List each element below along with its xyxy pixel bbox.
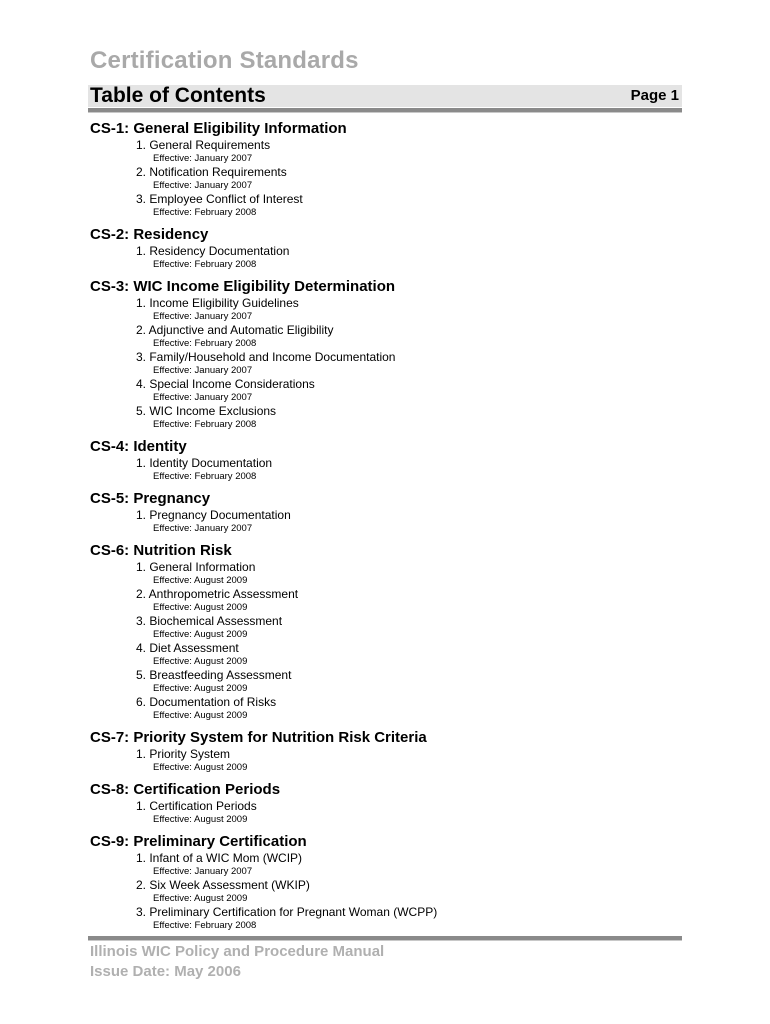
effective-date: Effective: August 2009 (153, 656, 248, 667)
section-title: CS-8: Certification Periods (90, 781, 281, 798)
toc-section (90, 542, 680, 722)
toc-entry: 1. Income Eligibility Guidelines (136, 296, 299, 310)
effective-date: Effective: August 2009 (153, 629, 248, 640)
effective-date: Effective: January 2007 (153, 523, 253, 534)
toc-entry: 1. General Requirements (136, 138, 271, 152)
toc-section (90, 729, 680, 774)
toc-entry: 3. Preliminary Certification for Pregnant Woman (WCPP) (136, 905, 438, 919)
toc-entry: 2. Adjunctive and Automatic Eligibility (136, 323, 334, 337)
toc-entry: 1. Pregnancy Documentation (136, 508, 291, 522)
toc-title: Table of Contents (90, 84, 266, 107)
effective-date: Effective: January 2007 (153, 392, 253, 403)
toc-entry: 1. Priority System (136, 747, 231, 761)
document-title: Certification Standards (90, 47, 359, 74)
effective-date: Effective: January 2007 (153, 153, 253, 164)
effective-date: Effective: January 2007 (153, 365, 253, 376)
effective-date: Effective: August 2009 (153, 602, 248, 613)
effective-date: Effective: February 2008 (153, 259, 257, 270)
toc-entry: 6. Documentation of Risks (136, 695, 277, 709)
effective-date: Effective: February 2008 (153, 419, 257, 430)
effective-date: Effective: August 2009 (153, 893, 248, 904)
section-title: CS-3: WIC Income Eligibility Determination (90, 278, 396, 295)
toc-entry: 3. Family/Household and Income Documentation (136, 350, 396, 364)
toc-entry: 1. General Information (136, 560, 256, 574)
toc-section (90, 226, 680, 271)
toc-section (90, 438, 680, 483)
effective-date: Effective: January 2007 (153, 180, 253, 191)
effective-date: Effective: August 2009 (153, 683, 248, 694)
toc-entry: 1. Identity Documentation (136, 456, 273, 470)
toc-entry: 3. Biochemical Assessment (136, 614, 283, 628)
toc-section (90, 120, 680, 219)
effective-date: Effective: August 2009 (153, 762, 248, 773)
page-number: Page 1 (630, 87, 679, 104)
toc-entry: 1. Residency Documentation (136, 244, 290, 258)
footer-issue-date: Issue Date: May 2006 (90, 963, 241, 980)
toc-entry: 1. Certification Periods (136, 799, 257, 813)
toc-entry: 3. Employee Conflict of Interest (136, 192, 303, 206)
toc-section (90, 833, 680, 932)
toc-entry: 4. Diet Assessment (136, 641, 239, 655)
toc-entry: 4. Special Income Considerations (136, 377, 315, 391)
section-title: CS-7: Priority System for Nutrition Risk Criteria (90, 729, 427, 746)
toc-entry: 2. Six Week Assessment (WKIP) (136, 878, 310, 892)
footer-divider (88, 936, 682, 941)
section-title: CS-4: Identity (90, 438, 187, 455)
section-title: CS-1: General Eligibility Information (90, 120, 347, 137)
effective-date: Effective: February 2008 (153, 338, 257, 349)
effective-date: Effective: August 2009 (153, 710, 248, 721)
effective-date: Effective: February 2008 (153, 471, 257, 482)
toc-entry: 1. Infant of a WIC Mom (WCIP) (136, 851, 303, 865)
footer (90, 942, 384, 982)
toc-entry: 2. Notification Requirements (136, 165, 287, 179)
toc-entry: 2. Anthropometric Assessment (136, 587, 299, 601)
header-divider (88, 108, 682, 113)
effective-date: Effective: February 2008 (153, 207, 257, 218)
effective-date: Effective: August 2009 (153, 814, 248, 825)
toc-section (90, 490, 680, 535)
effective-date: Effective: August 2009 (153, 575, 248, 586)
section-title: CS-5: Pregnancy (90, 490, 211, 507)
toc-section (90, 278, 680, 431)
toc-entry: 5. Breastfeeding Assessment (136, 668, 292, 682)
footer-manual-title: Illinois WIC Policy and Procedure Manual (90, 943, 385, 960)
toc-section (90, 781, 680, 826)
toc-entry: 5. WIC Income Exclusions (136, 404, 277, 418)
section-title: CS-2: Residency (90, 226, 209, 243)
section-title: CS-6: Nutrition Risk (90, 542, 232, 559)
table-of-contents (90, 120, 680, 939)
effective-date: Effective: January 2007 (153, 866, 253, 877)
effective-date: Effective: January 2007 (153, 311, 253, 322)
section-title: CS-9: Preliminary Certification (90, 833, 307, 850)
effective-date: Effective: February 2008 (153, 920, 257, 931)
